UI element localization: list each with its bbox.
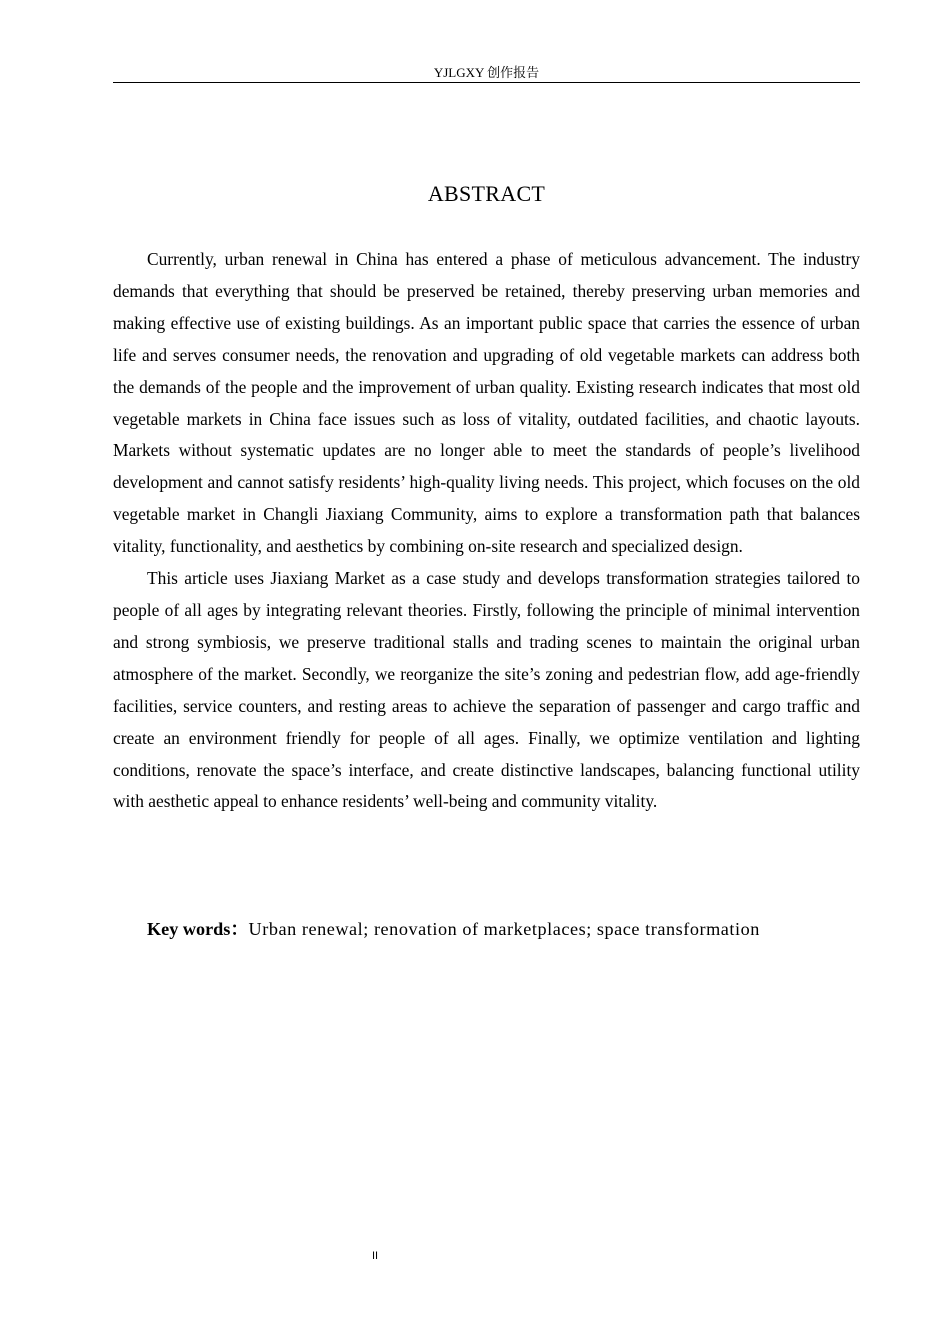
keywords-line [147, 915, 860, 943]
abstract-paragraph: Currently, urban renewal in China has entered a phase of meticulous advancement. The industry demands that everything that should be preserved be retained, thereby preserving urban memories and making effective use of existing buildings. As an important public space that carries the essence of urban life and serves consumer needs, the renovation and upgrading of old vegetable markets can address both the demands of the people and the improvement of urban quality. Existing research indicates that most old vegetable markets in China face issues such as loss of vitality, outdated facilities, and chaotic layouts. Markets without systematic updates are no longer able to meet the standards of people’s livelihood development and cannot satisfy residents’ high-quality living needs. This project, which focuses on the old vegetable market in Changli Jiaxiang Community, aims to explore a transformation path that balances vitality, functionality, and aesthetics by combining on-site research and specialized design. [113, 249, 860, 557]
page-header [113, 64, 860, 83]
abstract-paragraph: This article uses Jiaxiang Market as a case study and develops transformation strategies tailored to people of all ages by integrating relevant theories. Firstly, following the principle of minimal intervention and strong symbiosis, we preserve traditional stalls and trading scenes to maintain the original urban atmosphere of the market. Secondly, we reorganize the site’s zoning and pedestrian flow, add age-friendly facilities, service counters, and resting areas to achieve the separation of passenger and cargo traffic and create an environment friendly for people of all ages. Finally, we optimize ventilation and lighting conditions, renovate the space’s interface, and create distinctive landscapes, balancing functional utility with aesthetic appeal to enhance residents’ well-being and community vitality. [113, 568, 860, 812]
keywords-value: Urban renewal; renovation of marketplaces; space transformation [248, 919, 760, 939]
abstract-title: ABSTRACT [427, 181, 546, 206]
page-number: II [371, 1250, 379, 1262]
running-title: YJLGXY 创作报告 [433, 65, 540, 80]
abstract-body [113, 244, 860, 818]
keywords-label: Key words： [147, 919, 249, 939]
